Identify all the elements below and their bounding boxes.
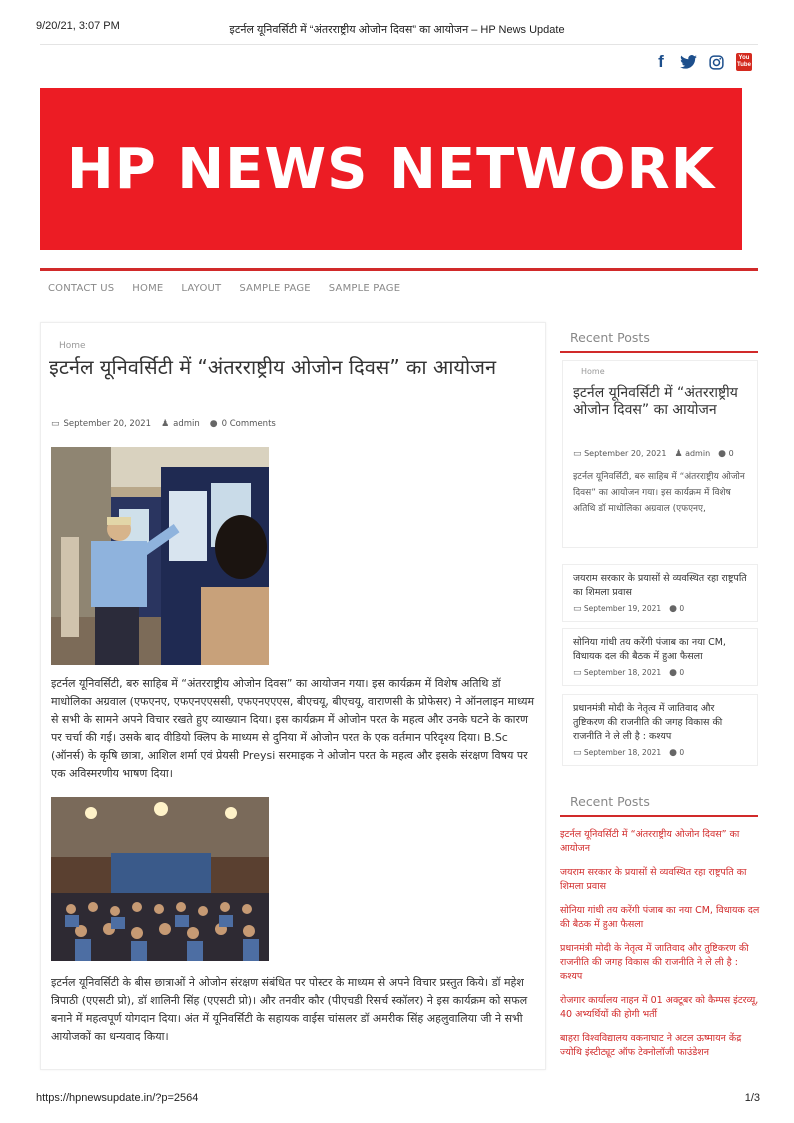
twitter-icon[interactable]: [680, 55, 697, 69]
recent-post-meta: [573, 604, 747, 614]
recent-post-link[interactable]: प्रधानमंत्री मोदी के नेतृत्व में जातिवाद और तुष्टिकरण की राजनीति की जगह विकास की राजनीति ने ले ली है : कश्यप: [560, 943, 749, 982]
nav-item-sample-page[interactable]: SAMPLE PAGE: [239, 283, 311, 294]
comment-icon: ●: [209, 419, 218, 429]
site-logo-text: HP NEWS NETWORK: [66, 136, 716, 202]
featured-meta: [573, 449, 734, 459]
main-nav: [40, 268, 758, 306]
recent-post-meta: [573, 668, 747, 678]
recent-post-comments[interactable]: 0: [679, 748, 685, 757]
recent-post-link[interactable]: जयराम सरकार के प्रयासों से व्यवस्थित रहा राष्ट्रपति का शिमला प्रवास: [560, 867, 747, 892]
featured-post-card[interactable]: [562, 360, 758, 548]
user-icon: ♟: [161, 419, 170, 429]
print-datetime: 9/20/21, 3:07 PM: [36, 20, 120, 32]
recent-post-comments[interactable]: 0: [679, 604, 685, 613]
calendar-icon: ▭: [573, 604, 582, 614]
recent-post-link[interactable]: सोनिया गांधी तय करेंगी पंजाब का नया CM, विधायक दल की बैठक में हुआ फैसला: [560, 905, 760, 930]
article-meta: [51, 419, 276, 429]
featured-category[interactable]: Home: [581, 367, 605, 376]
sidebar-recent-posts-heading-2: Recent Posts: [560, 788, 758, 817]
featured-excerpt: इटर्नल यूनिवर्सिटी, बरु साहिब में “अंतरराष्ट्रीय ओजोन दिवस” का आयोजन गया। इस कार्यक्रम में विशेष अतिथि डॉ माधोलिका अग्रवाल (एफएनए,: [573, 472, 745, 514]
article-panel: [40, 322, 546, 1070]
sidebar-recent-posts-heading: Recent Posts: [560, 324, 758, 353]
site-banner[interactable]: [40, 88, 742, 250]
article-comments[interactable]: 0 Comments: [221, 419, 276, 429]
recent-post-title[interactable]: सोनिया गांधी तय करेंगी पंजाब का नया CM, विधायक दल की बैठक में हुआ फैसला: [573, 637, 726, 662]
nav-item-contact-us[interactable]: CONTACT US: [48, 283, 115, 294]
featured-title[interactable]: इटर्नल यूनिवर्सिटी में “अंतरराष्ट्रीय ओजोन दिवस” का आयोजन: [573, 385, 738, 418]
article-author[interactable]: admin: [173, 419, 200, 429]
calendar-icon: ▭: [51, 419, 60, 429]
breadcrumb[interactable]: Home: [59, 341, 86, 351]
recent-post-card[interactable]: [562, 694, 758, 766]
recent-post-link[interactable]: इटर्नल यूनिवर्सिटी में “अंतरराष्ट्रीय ओजोन दिवस” का आयोजन: [560, 829, 740, 854]
featured-author[interactable]: admin: [685, 449, 711, 458]
comment-icon: ●: [669, 604, 678, 614]
calendar-icon: ▭: [573, 449, 582, 459]
calendar-icon: ▭: [573, 668, 582, 678]
recent-post-link[interactable]: रोजगार कार्यालय नाहन में 01 अक्टूबर को कैम्पस इंटरव्यू, 40 अभ्यर्थियों की होगी भर्ती: [560, 995, 759, 1020]
print-page-title: इटर्नल यूनिवर्सिटी में “अंतरराष्ट्रीय ओजोन दिवस” का आयोजन – HP News Update: [229, 24, 565, 36]
comment-icon: ●: [669, 748, 678, 758]
recent-post-date[interactable]: September 19, 2021: [583, 604, 662, 613]
poster-exhibition-photo: [51, 447, 269, 665]
comment-icon: ●: [669, 668, 678, 678]
article-date[interactable]: September 20, 2021: [63, 419, 152, 429]
instagram-icon[interactable]: [709, 55, 724, 70]
youtube-top-text: You: [738, 55, 750, 61]
comment-icon: ●: [718, 449, 727, 459]
calendar-icon: ▭: [573, 748, 582, 758]
recent-post-date[interactable]: September 18, 2021: [583, 668, 662, 677]
auditorium-photo: [51, 797, 269, 961]
recent-post-card[interactable]: [562, 564, 758, 622]
article-paragraph-1: इटर्नल यूनिवर्सिटी, बरु साहिब में “अंतरराष्ट्रीय ओजोन दिवस” का आयोजन गया। इस कार्यक्रम में विशेष अतिथि डॉ माधोलिका अग्रवाल (एफएनए, एफएनएएससी, एफएनएएएस, बीएचयू, बीएचयू, वाराणसी के प्रोफेसर) ने ऑनलाइन माध्यम से सभी के सामने अपने विचार रखते हुए व्याख्यान दिया। इस कार्यक्रम में ओजोन परत के महत्व और उनके घटने के कारण पर चर्चा की गई। उसके बाद वीडियो क्लिप के माध्यम से दुनिया में ओजोन परत के एक वर्तमान परिदृश्य दिया। B.Sc (ऑनर्स) के कृषि छात्रा, आशिल शर्मा एवं प्रेयसी Preysi सरमाइक ने ओजोन परत के महत्व और इसके संरक्षण विषय पर एक अविस्मरणीय भाषण दिया।: [51, 677, 535, 780]
recent-post-link[interactable]: बाहरा विश्वविद्यालय वकनाघाट ने अटल ऊष्मायन केंद्र ज्योथि इंस्टीट्यूट ऑफ टेक्नोलॉजी फाउंडेशन: [560, 1033, 742, 1058]
featured-comments[interactable]: 0: [728, 449, 734, 458]
recent-post-date[interactable]: September 18, 2021: [583, 748, 662, 757]
article-paragraph-2: इटर्नल यूनिवर्सिटी के बीस छात्राओं ने ओजोन संरक्षण संबंधित पर पोस्टर के माध्यम से अपने विचार प्रस्तुत किये। डॉ महेश त्रिपाठी (एएसटी प्रो), डॉ शालिनी सिंह (एएसटी प्रो)। और तनवीर कौर (पीएचडी रिसर्च स्कॉलर) ने इस कार्यक्रम को सफल बनाने में महत्वपूर्ण योगदान दिया। अंत में यूनिवर्सिटी के सहायक वाईस चांसलर डॉ अमरीक सिंह अहलुवालिया जी ने सभी आयोजकों का धन्यवाद किया।: [51, 976, 528, 1043]
nav-item-sample-page-2[interactable]: SAMPLE PAGE: [328, 283, 401, 294]
social-links: [654, 52, 752, 72]
youtube-bottom-text: Tube: [737, 62, 751, 68]
print-url: https://hpnewsupdate.in/?p=2564: [36, 1092, 199, 1104]
print-header: [0, 0, 794, 44]
recent-post-title[interactable]: प्रधानमंत्री मोदी के नेतृत्व में जातिवाद और तुष्टिकरण की राजनीति की जगह विकास की राजनीति ने ले ली है : कश्यप: [573, 703, 723, 742]
header-divider: [40, 44, 758, 45]
page-title: इटर्नल यूनिवर्सिटी में “अंतरराष्ट्रीय ओजोन दिवस” का आयोजन: [49, 355, 497, 379]
recent-post-title[interactable]: जयराम सरकार के प्रयासों से व्यवस्थित रहा राष्ट्रपति का शिमला प्रवास: [573, 573, 747, 598]
recent-post-comments[interactable]: 0: [679, 668, 685, 677]
nav-item-layout[interactable]: LAYOUT: [181, 283, 222, 294]
nav-item-home[interactable]: HOME: [132, 283, 164, 294]
facebook-icon[interactable]: f: [658, 52, 664, 71]
youtube-icon[interactable]: [736, 53, 752, 71]
recent-post-meta: [573, 748, 747, 758]
recent-post-card[interactable]: [562, 628, 758, 686]
user-icon: ♟: [674, 449, 683, 459]
print-page-number: 1/3: [744, 1092, 760, 1104]
recent-posts-list: [560, 828, 760, 1070]
featured-date[interactable]: September 20, 2021: [584, 449, 667, 458]
